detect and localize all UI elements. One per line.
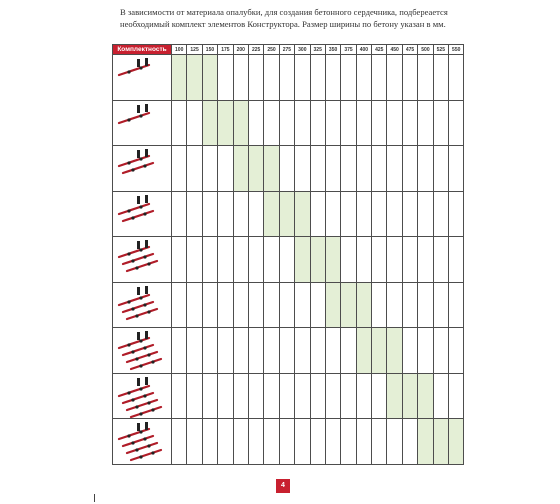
- table-cell: [202, 237, 217, 283]
- table-cell: [356, 419, 371, 465]
- table-cell: [295, 146, 310, 192]
- table-row: [113, 328, 464, 374]
- table-cell: [264, 237, 279, 283]
- table-cell: [387, 146, 402, 192]
- table-cell: [248, 55, 263, 101]
- table-cell: [433, 100, 448, 146]
- table-cell: [264, 282, 279, 328]
- applicable-width-cell: [310, 237, 325, 283]
- table-cell: [418, 55, 433, 101]
- table-cell: [402, 282, 417, 328]
- table-cell: [218, 191, 233, 237]
- table-cell: [233, 55, 248, 101]
- table-cell: [172, 100, 187, 146]
- applicable-width-cell: [387, 373, 402, 419]
- rebar-kit-1-icon: [113, 55, 172, 101]
- table-cell: [295, 282, 310, 328]
- table-row: [113, 282, 464, 328]
- table-cell: [233, 237, 248, 283]
- table-cell: [295, 328, 310, 374]
- table-cell: [279, 146, 294, 192]
- table-cell: [372, 191, 387, 237]
- table-cell: [279, 55, 294, 101]
- width-header: 450: [387, 45, 402, 55]
- table-cell: [402, 419, 417, 465]
- width-header: 525: [433, 45, 448, 55]
- table-cell: [387, 55, 402, 101]
- table-cell: [402, 191, 417, 237]
- table-cell: [279, 282, 294, 328]
- table-cell: [341, 237, 356, 283]
- table-cell: [172, 237, 187, 283]
- table-cell: [310, 191, 325, 237]
- width-header: 350: [325, 45, 340, 55]
- table-cell: [233, 373, 248, 419]
- width-header: 475: [402, 45, 417, 55]
- table-cell: [202, 146, 217, 192]
- table-cell: [372, 55, 387, 101]
- table-cell: [402, 237, 417, 283]
- table-cell: [418, 237, 433, 283]
- table-cell: [356, 100, 371, 146]
- table-cell: [264, 55, 279, 101]
- table-row: [113, 237, 464, 283]
- table-cell: [279, 237, 294, 283]
- applicable-width-cell: [418, 373, 433, 419]
- table-cell: [433, 328, 448, 374]
- table-cell: [172, 146, 187, 192]
- width-header: 150: [202, 45, 217, 55]
- table-cell: [264, 328, 279, 374]
- applicable-width-cell: [279, 191, 294, 237]
- table-row: [113, 100, 464, 146]
- rebar-kit-7-icon: [113, 328, 172, 374]
- table-cell: [233, 191, 248, 237]
- applicable-width-cell: [218, 100, 233, 146]
- table-cell: [356, 237, 371, 283]
- table-cell: [341, 419, 356, 465]
- applicable-width-cell: [202, 100, 217, 146]
- table-cell: [418, 328, 433, 374]
- width-header: 400: [356, 45, 371, 55]
- applicable-width-cell: [356, 328, 371, 374]
- table-cell: [433, 55, 448, 101]
- table-cell: [387, 191, 402, 237]
- table-cell: [295, 55, 310, 101]
- table-cell: [218, 282, 233, 328]
- table-cell: [402, 55, 417, 101]
- table-row: [113, 55, 464, 101]
- applicable-width-cell: [187, 55, 202, 101]
- applicable-width-cell: [356, 282, 371, 328]
- table-cell: [218, 55, 233, 101]
- table-cell: [372, 419, 387, 465]
- table-cell: [449, 328, 464, 374]
- rebar-kit-5-icon: [113, 237, 172, 283]
- table-cell: [187, 146, 202, 192]
- table-cell: [418, 100, 433, 146]
- table-cell: [449, 146, 464, 192]
- table-cell: [449, 373, 464, 419]
- table-cell: [233, 419, 248, 465]
- table-cell: [449, 191, 464, 237]
- table-cell: [172, 328, 187, 374]
- width-header: 275: [279, 45, 294, 55]
- table-cell: [387, 419, 402, 465]
- margin-mark: [94, 494, 95, 502]
- table-cell: [325, 373, 340, 419]
- table-cell: [172, 191, 187, 237]
- table-cell: [356, 55, 371, 101]
- applicable-width-cell: [295, 237, 310, 283]
- table-cell: [187, 100, 202, 146]
- table-cell: [248, 419, 263, 465]
- table-cell: [356, 191, 371, 237]
- applicable-width-cell: [325, 237, 340, 283]
- table-cell: [341, 100, 356, 146]
- table-cell: [325, 328, 340, 374]
- table-cell: [372, 282, 387, 328]
- applicable-width-cell: [433, 419, 448, 465]
- rebar-kit-2-icon: [113, 100, 172, 146]
- table-cell: [202, 419, 217, 465]
- table-cell: [248, 282, 263, 328]
- table-cell: [310, 328, 325, 374]
- table-cell: [218, 328, 233, 374]
- table-cell: [433, 191, 448, 237]
- table-cell: [387, 100, 402, 146]
- table-row: [113, 419, 464, 465]
- table-cell: [449, 237, 464, 283]
- width-header: 100: [172, 45, 187, 55]
- table-cell: [172, 419, 187, 465]
- table-row: [113, 373, 464, 419]
- table-cell: [202, 373, 217, 419]
- table-cell: [325, 191, 340, 237]
- width-header: 425: [372, 45, 387, 55]
- table-cell: [402, 328, 417, 374]
- table-cell: [202, 282, 217, 328]
- table-cell: [310, 282, 325, 328]
- table-cell: [356, 146, 371, 192]
- table-cell: [187, 373, 202, 419]
- width-header: 125: [187, 45, 202, 55]
- table-cell: [310, 419, 325, 465]
- table-cell: [172, 282, 187, 328]
- applicable-width-cell: [341, 282, 356, 328]
- table-cell: [264, 419, 279, 465]
- table-cell: [449, 282, 464, 328]
- table-cell: [172, 373, 187, 419]
- table-cell: [248, 373, 263, 419]
- table-cell: [248, 191, 263, 237]
- table-cell: [233, 282, 248, 328]
- table-cell: [218, 373, 233, 419]
- table-cell: [218, 146, 233, 192]
- width-header: 200: [233, 45, 248, 55]
- table-cell: [295, 100, 310, 146]
- table-cell: [279, 373, 294, 419]
- table-cell: [325, 100, 340, 146]
- width-header: 325: [310, 45, 325, 55]
- kit-column-header: Комплектность: [113, 45, 172, 55]
- rebar-kit-6-icon: [113, 282, 172, 328]
- table-cell: [233, 328, 248, 374]
- intro-paragraph: В зависимости от материала опалубки, для создания бетонного сердечника, подбереается необходимый комплект элементов Конструктора. Размер ширины по бетону указан в мм.: [120, 7, 448, 29]
- applicable-width-cell: [418, 419, 433, 465]
- table-cell: [433, 237, 448, 283]
- table-cell: [310, 373, 325, 419]
- table-cell: [418, 282, 433, 328]
- applicable-width-cell: [387, 328, 402, 374]
- rebar-kit-9-icon: [113, 419, 172, 465]
- rebar-kit-8-icon: [113, 373, 172, 419]
- table-cell: [433, 146, 448, 192]
- width-header: 175: [218, 45, 233, 55]
- rebar-kit-3-icon: [113, 146, 172, 192]
- applicable-width-cell: [264, 146, 279, 192]
- table-cell: [187, 282, 202, 328]
- applicable-width-cell: [295, 191, 310, 237]
- table-cell: [449, 100, 464, 146]
- table-cell: [187, 237, 202, 283]
- table-cell: [418, 191, 433, 237]
- table-cell: [341, 191, 356, 237]
- table-cell: [402, 100, 417, 146]
- width-header: 375: [341, 45, 356, 55]
- applicable-width-cell: [233, 146, 248, 192]
- table-cell: [387, 282, 402, 328]
- width-header: 225: [248, 45, 263, 55]
- applicable-width-cell: [449, 419, 464, 465]
- table-cell: [218, 237, 233, 283]
- applicable-width-cell: [172, 55, 187, 101]
- width-header: 300: [295, 45, 310, 55]
- width-header: 250: [264, 45, 279, 55]
- width-header: 500: [418, 45, 433, 55]
- table-cell: [248, 328, 263, 374]
- table-cell: [295, 419, 310, 465]
- table-cell: [372, 146, 387, 192]
- table-cell: [310, 100, 325, 146]
- table-cell: [325, 146, 340, 192]
- applicable-width-cell: [202, 55, 217, 101]
- table-cell: [187, 419, 202, 465]
- table-cell: [372, 237, 387, 283]
- width-header: 550: [449, 45, 464, 55]
- table-row: [113, 146, 464, 192]
- table-cell: [433, 282, 448, 328]
- page-number: 4: [276, 479, 290, 493]
- rebar-kit-4-icon: [113, 191, 172, 237]
- table-cell: [279, 100, 294, 146]
- table-cell: [341, 146, 356, 192]
- applicable-width-cell: [233, 100, 248, 146]
- table-cell: [341, 55, 356, 101]
- table-cell: [187, 191, 202, 237]
- table-cell: [295, 373, 310, 419]
- applicable-width-cell: [248, 146, 263, 192]
- table-cell: [449, 55, 464, 101]
- table-cell: [279, 328, 294, 374]
- table-cell: [418, 146, 433, 192]
- table-cell: [264, 373, 279, 419]
- table-cell: [325, 55, 340, 101]
- table-cell: [402, 146, 417, 192]
- table-cell: [341, 328, 356, 374]
- table-cell: [279, 419, 294, 465]
- applicable-width-cell: [372, 328, 387, 374]
- table-cell: [310, 146, 325, 192]
- kit-size-table: [112, 44, 464, 465]
- applicable-width-cell: [325, 282, 340, 328]
- table-cell: [387, 237, 402, 283]
- table-cell: [202, 328, 217, 374]
- table-cell: [310, 55, 325, 101]
- table-cell: [372, 373, 387, 419]
- table-cell: [433, 373, 448, 419]
- table-cell: [218, 419, 233, 465]
- table-cell: [325, 419, 340, 465]
- table-cell: [264, 100, 279, 146]
- table-cell: [248, 237, 263, 283]
- applicable-width-cell: [402, 373, 417, 419]
- table-cell: [356, 373, 371, 419]
- table-cell: [187, 328, 202, 374]
- table-row: [113, 191, 464, 237]
- table-header-row: [113, 45, 464, 55]
- table-cell: [248, 100, 263, 146]
- table-cell: [202, 191, 217, 237]
- table-cell: [341, 373, 356, 419]
- applicable-width-cell: [264, 191, 279, 237]
- table-cell: [372, 100, 387, 146]
